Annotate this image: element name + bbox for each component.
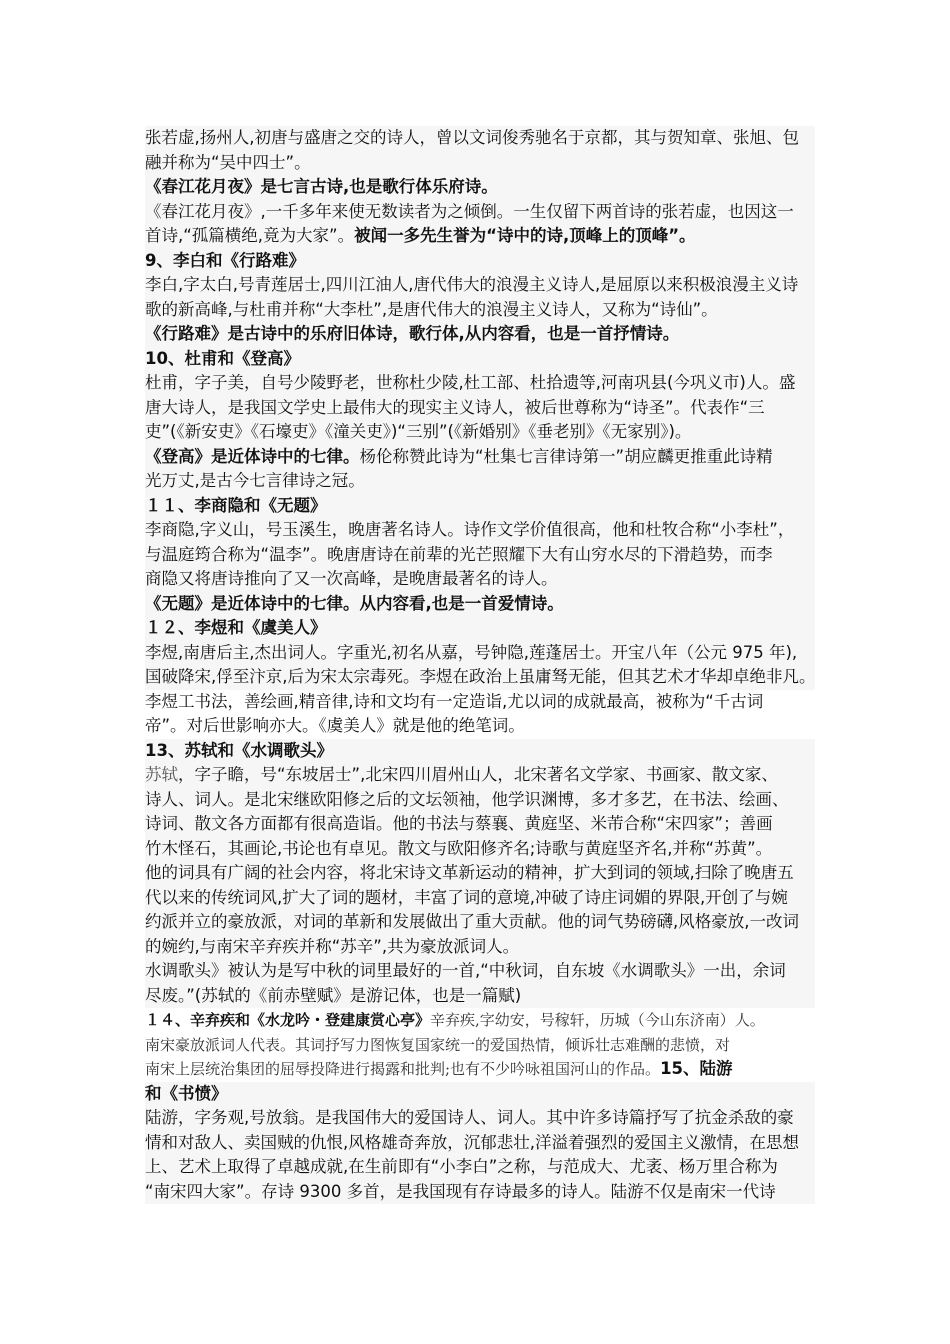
bold-text-segment: 和《书愤》 xyxy=(145,1083,228,1103)
text-line xyxy=(145,1033,815,1058)
text-line xyxy=(145,396,815,421)
text-segment: 《春江花月夜》,一千多年来使无数读者为之倾倒。一生仅留下两首诗的张若虚，也因这一 xyxy=(145,201,794,221)
text-segment: 约派并立的豪放派，对词的革新和发展做出了重大贡献。他的词气势磅礴,风格豪放,一改词 xyxy=(145,912,799,931)
text-segment: 上、艺术上取得了卓越成就,在生前即有“小李白”之称，与范成大、尤袤、杨万里合称为 xyxy=(145,1157,778,1176)
text-segment: 的婉约,与南宋辛弃疾并称“苏辛”,共为豪放派词人。 xyxy=(145,936,520,956)
text-segment: 李煜,南唐后主,杰出词人。字重光,初名从嘉，号钟隐,莲蓬居士。开宝八年（公元 975 年), xyxy=(145,642,798,662)
text-segment: 代以来的传统词风,扩大了词的题材，丰富了词的意境,冲破了诗庄词媚的界限,开创了与婉 xyxy=(145,887,788,907)
text-segment: 张若虚,扬州人,初唐与盛唐之交的诗人，曾以文词俊秀驰名于京都，其与贺知章、张旭、包 xyxy=(145,128,799,147)
text-segment: 与温庭筠合称为“温李”。晚唐唐诗在前辈的光芒照耀下大有山穷水尽的下滑趋势，而李 xyxy=(145,544,773,564)
text-line xyxy=(145,763,815,788)
text-segment: 唐大诗人，是我国文学史上最伟大的现实主义诗人，被后世尊称为“诗圣”。代表作“三 xyxy=(145,397,765,417)
bold-text-segment: 《登高》是近体诗中的七律。 xyxy=(145,446,360,466)
bold-text-segment: 13、苏轼和《水调歌头》 xyxy=(145,740,333,760)
text-line xyxy=(145,518,815,543)
text-segment: 辛弃疾,字幼安，号稼轩，历城（今山东济南）人。 xyxy=(430,1011,765,1029)
text-segment: 吏”(《新安吏》《石壕吏》《潼关吏》)“三别”(《新婚别》《垂老别》《无家别》)。 xyxy=(145,422,692,441)
text-line xyxy=(145,126,815,151)
text-line xyxy=(145,200,815,225)
text-line xyxy=(145,861,815,886)
text-segment: 帝”。对后世影响亦大。《虞美人》就是他的绝笔词。 xyxy=(145,716,525,735)
text-line xyxy=(145,910,815,935)
text-line xyxy=(145,1082,815,1107)
text-segment: 李煜工书法，善绘画,精音律,诗和文均有一定造诣,尤以词的成就最高，被称为“千古词 xyxy=(145,691,764,711)
text-line xyxy=(145,984,815,1009)
bold-text-segment: 9、李白和《行路难》 xyxy=(145,250,305,270)
text-segment: 光万丈,是古今七言律诗之冠。 xyxy=(145,471,365,490)
bold-text-segment: 《无题》是近体诗中的七律。从内容看,也是一首爱情诗。 xyxy=(145,593,564,613)
document-text-body xyxy=(145,126,815,1204)
text-segment: 南宋上层统治集团的屈辱投降进行揭露和批判;也有不少吟咏祖国河山的作品。 xyxy=(145,1060,661,1078)
bold-text-segment: 《春江花月夜》是七言古诗,也是歌行体乐府诗。 xyxy=(145,177,498,196)
text-line xyxy=(145,739,815,764)
text-segment: 苏轼 xyxy=(145,765,178,784)
bold-text-segment: １１、李商隐和《无题》 xyxy=(145,495,327,515)
text-line xyxy=(145,812,815,837)
text-line xyxy=(145,322,815,347)
text-segment: 李商隐,字义山，号玉溪生，晚唐著名诗人。诗作文学价值很高，他和杜牧合称“小李杜”， xyxy=(145,520,795,539)
text-segment: 商隐又将唐诗推向了又一次高峰，是晚唐最著名的诗人。 xyxy=(145,569,558,588)
text-segment: 竹木怪石，其画论,书论也有卓见。散文与欧阳修齐名;诗歌与黄庭坚齐名,并称“苏黄”。 xyxy=(145,838,773,858)
text-line xyxy=(145,959,815,984)
text-segment: 杜甫，字子美，自号少陵野老，世称杜少陵,杜工部、杜拾遗等,河南巩县(今巩义市)人。盛 xyxy=(145,373,796,392)
text-line xyxy=(145,714,815,739)
text-line xyxy=(145,592,815,617)
text-line xyxy=(145,273,815,298)
text-segment: 他的词具有广阔的社会内容，将北宋诗文革新运动的精神，扩大到词的领域,扫除了晚唐五 xyxy=(145,863,794,882)
text-line xyxy=(145,175,815,200)
text-line xyxy=(145,543,815,568)
text-line xyxy=(145,616,815,641)
text-line xyxy=(145,224,815,249)
text-segment: 国破降宋,俘至汴京,后为宋太宗毒死。李煜在政治上虽庸驽无能，但其艺术才华却卓绝非凡。 xyxy=(145,667,816,686)
text-line xyxy=(145,1057,815,1082)
text-line xyxy=(145,494,815,519)
text-segment: 李白,字太白,号青莲居士,四川江油人,唐代伟大的浪漫主义诗人,是屈原以来积极浪漫主义诗 xyxy=(145,275,799,294)
text-line xyxy=(145,1008,815,1033)
text-line xyxy=(145,935,815,960)
text-segment: ，字子瞻，号“东坡居士”,北宋四川眉州山人，北宋著名文学家、书画家、散文家、 xyxy=(178,765,778,784)
text-line xyxy=(145,641,815,666)
text-segment: 首诗,“孤篇横绝,竟为大家”。 xyxy=(145,226,355,245)
text-line xyxy=(145,690,815,715)
bold-text-segment: 《行路难》是古诗中的乐府旧体诗，歌行体,从内容看，也是一首抒情诗。 xyxy=(145,324,680,343)
text-segment: 陆游，字务观,号放翁。是我国伟大的爱国诗人、词人。其中许多诗篇抒写了抗金杀敌的豪 xyxy=(145,1108,794,1127)
text-line xyxy=(145,420,815,445)
text-line xyxy=(145,1106,815,1131)
text-segment: 尽废。”(苏轼的《前赤壁赋》是游记体，也是一篇赋) xyxy=(145,985,522,1005)
text-segment: 融并称为“吴中四士”。 xyxy=(145,152,311,172)
text-line xyxy=(145,298,815,323)
bold-text-segment: 15、陆游 xyxy=(660,1059,733,1078)
text-line xyxy=(145,347,815,372)
text-line xyxy=(145,445,815,470)
text-line xyxy=(145,665,815,690)
text-line xyxy=(145,151,815,176)
text-line xyxy=(145,249,815,274)
text-segment: 歌的新高峰,与杜甫并称“大李杜”,是唐代伟大的浪漫主义诗人，又称为“诗仙”。 xyxy=(145,299,718,319)
text-line xyxy=(145,788,815,813)
bold-text-segment: １４、辛弃疾和《水龙吟・登建康赏心亭》 xyxy=(145,1011,431,1029)
text-line xyxy=(145,371,815,396)
text-line xyxy=(145,886,815,911)
text-line xyxy=(145,1155,815,1180)
text-segment: 情和对敌人、卖国贼的仇恨,风格雄奇奔放，沉郁悲壮,洋溢着强烈的爱国主义激情，在思想 xyxy=(145,1132,799,1152)
bold-text-segment: 10、杜甫和《登高》 xyxy=(145,348,300,368)
bold-text-segment: １２、李煜和《虞美人》 xyxy=(145,618,327,637)
text-segment: 杨伦称赞此诗为“杜集七言律诗第一”胡应麟更推重此诗精 xyxy=(359,446,773,466)
bold-text-segment: 被闻一多先生誉为“诗中的诗,顶峰上的顶峰”。 xyxy=(354,226,696,245)
text-segment: 水调歌头》被认为是写中秋的词里最好的一首,“中秋词，自东坡《水调歌头》一出，余词 xyxy=(145,961,786,980)
text-line xyxy=(145,837,815,862)
text-line xyxy=(145,469,815,494)
text-segment: 诗人、词人。是北宋继欧阳修之后的文坛领袖，他学识渊博，多才多艺，在书法、绘画、 xyxy=(145,789,789,809)
text-segment: 南宋豪放派词人代表。其词抒写力图恢复国家统一的爱国热情，倾诉壮志难酬的悲愤，对 xyxy=(145,1035,731,1054)
text-line xyxy=(145,1180,815,1205)
text-segment: 诗词、散文各方面都有很高造诣。他的书法与蔡襄、黄庭坚、米芾合称“宋四家”；善画 xyxy=(145,814,773,833)
text-line xyxy=(145,1131,815,1156)
text-segment: “南宋四大家”。存诗 9300 多首，是我国现有存诗最多的诗人。陆游不仅是南宋一代诗 xyxy=(145,1181,776,1201)
text-line xyxy=(145,567,815,592)
